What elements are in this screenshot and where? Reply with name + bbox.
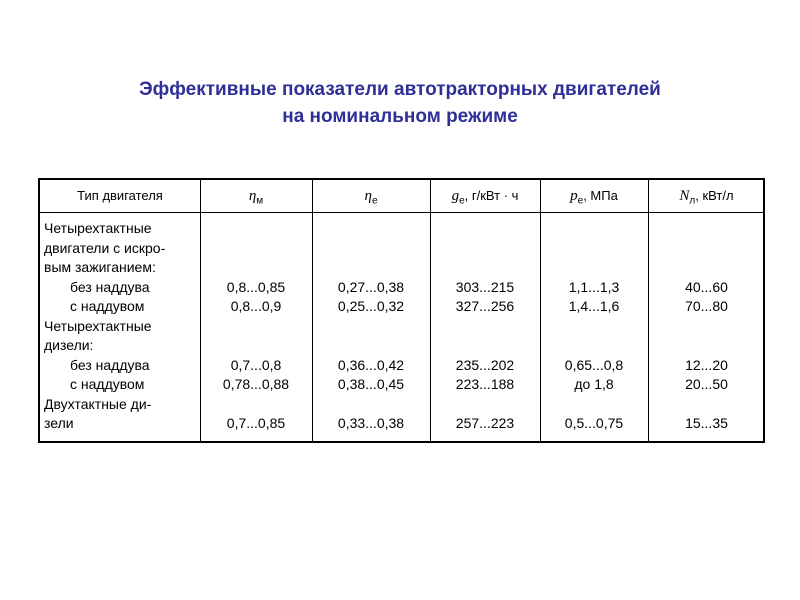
header-eta-m-symbol: η [248, 188, 257, 204]
header-eta-m-sub: м [256, 195, 264, 207]
cell-p-e: 0,5...0,75 [564, 415, 624, 431]
header-g-e-symbol: g [451, 188, 460, 204]
label-4stroke-spark: Четырехтактные [44, 220, 152, 236]
label-4stroke-diesel-2: дизели: [44, 337, 94, 353]
cell-p-e: до 1,8 [574, 376, 614, 392]
header-eta-e-symbol: η [364, 188, 372, 204]
cell-n-l: 15...35 [685, 415, 728, 431]
cell-eta-m: 0,78...0,88 [222, 376, 290, 392]
label-turbo: с наддувом [70, 298, 145, 314]
header-p-e [540, 180, 648, 211]
label-2stroke-diesel: Двухтактные ди- [44, 395, 152, 412]
header-n-l-unit: , кВт/л [695, 188, 734, 203]
header-p-e-sub: e [577, 195, 584, 207]
header-eta-e-sub: e [371, 195, 378, 207]
label-4stroke-spark-2: двигатели с искро- [44, 239, 166, 256]
table-header-row [40, 180, 763, 213]
cell-eta-e: 0,38...0,45 [337, 376, 405, 392]
label-2stroke-diesel-2: зели [44, 415, 74, 431]
header-p-e-symbol: p [570, 188, 578, 204]
label-diesel-no-turbo: без наддува [70, 356, 150, 373]
cell-g-e: 235...202 [455, 356, 515, 373]
label-4stroke-diesel: Четырехтактные [44, 317, 152, 334]
cell-eta-e: 0,25...0,32 [337, 298, 405, 314]
header-g-e-sub: e [459, 195, 465, 207]
cell-eta-m: 0,7...0,8 [230, 356, 282, 373]
header-eta-e [312, 180, 430, 211]
header-p-e-unit: , МПа [583, 188, 618, 203]
header-n-l-symbol: N [679, 188, 690, 204]
label-diesel-turbo: с наддувом [70, 376, 145, 392]
header-g-e-unit: , г/кВт · ч [464, 188, 519, 203]
cell-n-l: 40...60 [685, 278, 728, 295]
header-engine-type-label: Тип двигателя [77, 188, 163, 203]
cell-eta-e: 0,36...0,42 [337, 356, 405, 373]
cell-g-e: 223...188 [455, 376, 515, 392]
cell-eta-e: 0,33...0,38 [337, 415, 405, 431]
header-g-e [430, 180, 540, 211]
cell-n-l: 70...80 [685, 298, 728, 314]
cell-eta-m: 0,7...0,85 [226, 415, 286, 431]
cell-eta-m: 0,8...0,85 [226, 278, 286, 295]
header-n-l-sub: л [689, 195, 696, 207]
header-engine-type [40, 180, 200, 211]
header-eta-m [200, 180, 312, 211]
cell-n-l: 12...20 [685, 356, 728, 373]
title-line-1: Эффективные показатели автотракторных двигателей [139, 79, 661, 100]
cell-p-e: 0,65...0,8 [564, 356, 624, 373]
header-n-l [648, 180, 765, 211]
cell-g-e: 327...256 [455, 298, 515, 314]
label-no-turbo: без наддува [70, 278, 150, 295]
title-line-2: на номинальном режиме [282, 106, 518, 127]
cell-n-l: 20...50 [685, 376, 728, 392]
engine-parameters-table [38, 178, 765, 443]
page-title [0, 76, 800, 130]
label-4stroke-spark-3: вым зажиганием: [44, 259, 156, 275]
cell-g-e: 257...223 [455, 415, 515, 431]
cell-g-e: 303...215 [455, 278, 515, 295]
cell-p-e: 1,4...1,6 [568, 298, 620, 314]
cell-eta-m: 0,8...0,9 [230, 298, 282, 314]
cell-p-e: 1,1...1,3 [568, 278, 620, 295]
cell-eta-e: 0,27...0,38 [337, 278, 405, 295]
